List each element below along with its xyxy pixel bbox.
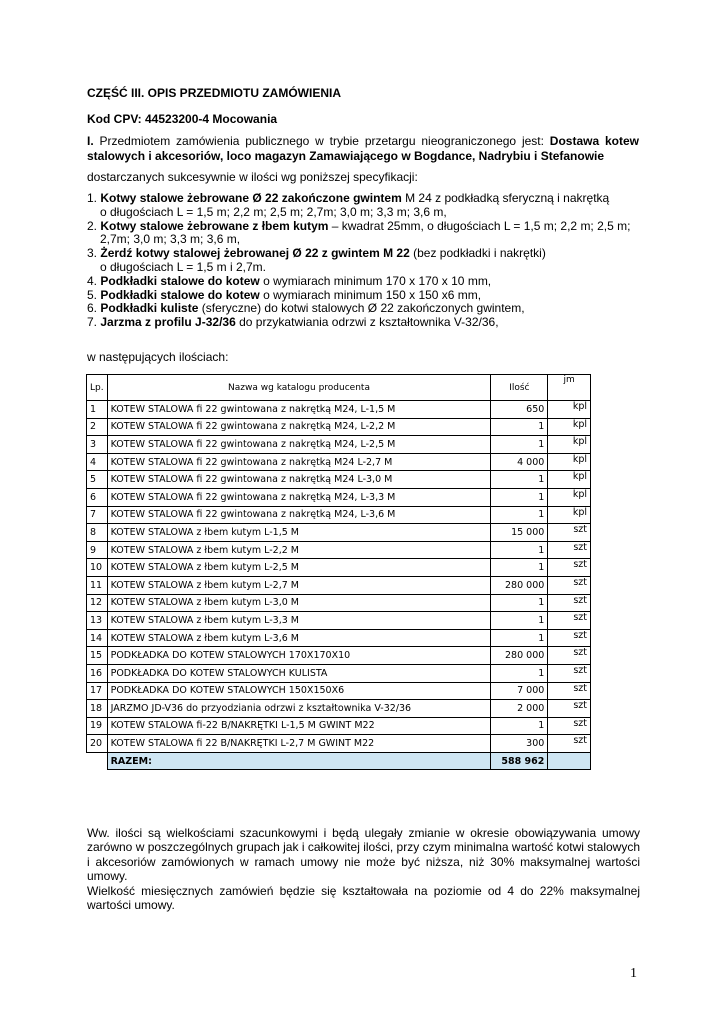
row-name: PODKŁADKA DO KOTEW STALOWYCH 150X150X6 <box>107 682 491 700</box>
row-qty: 15 000 <box>491 524 548 542</box>
row-qty: 1 <box>491 717 548 735</box>
row-lp: 20 <box>87 735 108 753</box>
row-jm: kpl <box>548 488 591 506</box>
row-lp: 10 <box>87 559 108 577</box>
spec-item-number: 7. <box>87 315 98 330</box>
spec-item-text: – kwadrat 25mm, o długościach L = 1,5 m; 2,2 m; 2,5 m; <box>328 218 631 233</box>
page-number: 1 <box>630 966 637 981</box>
row-qty: 1 <box>491 629 548 647</box>
row-name: KOTEW STALOWA z łbem kutym L-2,2 M <box>107 541 491 559</box>
table-row <box>87 453 591 471</box>
row-jm: szt <box>548 576 591 594</box>
row-lp: 6 <box>87 488 108 506</box>
row-jm: szt <box>548 735 591 753</box>
spec-item-number: 5. <box>87 287 98 302</box>
row-jm: kpl <box>548 418 591 436</box>
spec-item-text: o wymiarach minimum 150 x 150 x6 mm, <box>259 287 482 302</box>
table-row <box>87 664 591 682</box>
quantities-intro: w następujących ilościach: <box>87 350 229 364</box>
spec-item-text: do przykatwiania odrzwi z kształtownika V-32/36, <box>235 315 499 330</box>
header-name: Nazwa wg katalogu producenta <box>107 375 491 401</box>
table-row <box>87 506 591 524</box>
spec-item-number: 2. <box>87 218 98 233</box>
row-qty: 1 <box>491 436 548 454</box>
spec-item-text: (sferyczne) do kotwi stalowych Ø 22 zakończonych gwintem, <box>198 301 525 316</box>
row-jm: szt <box>548 541 591 559</box>
specification-list <box>87 192 640 330</box>
spec-item-bold: Żerdź kotwy stalowej żebrowanej Ø 22 z gwintem M 22 <box>100 246 410 261</box>
row-name: PODKŁADKA DO KOTEW STALOWYCH 170X170X10 <box>107 647 491 665</box>
table-header-row <box>87 375 591 401</box>
row-name: PODKŁADKA DO KOTEW STALOWYCH KULISTA <box>107 664 491 682</box>
row-lp: 19 <box>87 717 108 735</box>
spec-item <box>87 302 640 316</box>
delivered-line: dostarczanych sukcesywnie w ilości wg poniższej specyfikacji: <box>87 170 418 184</box>
row-name: KOTEW STALOWA fi 22 gwintowana z nakrętką M24, L-3,6 M <box>107 506 491 524</box>
row-qty: 650 <box>491 401 548 419</box>
row-qty: 300 <box>491 735 548 753</box>
table-row <box>87 682 591 700</box>
row-lp: 1 <box>87 401 108 419</box>
table-row <box>87 436 591 454</box>
row-lp: 5 <box>87 471 108 489</box>
row-qty: 4 000 <box>491 453 548 471</box>
row-name: KOTEW STALOWA fi 22 gwintowana z nakrętką M24, L-2,5 M <box>107 436 491 454</box>
intro-paragraph <box>87 134 639 163</box>
table-row <box>87 418 591 436</box>
table-row <box>87 735 591 753</box>
spec-item <box>87 220 640 234</box>
row-name: KOTEW STALOWA fi 22 B/NAKRĘTKI L-2,7 M GWINT M22 <box>107 735 491 753</box>
row-jm: szt <box>548 524 591 542</box>
spec-item-continuation: 2,7m; 3,0 m; 3,3 m; 3,6 m, <box>100 232 241 247</box>
spec-item <box>87 192 640 206</box>
spec-item-bold: Jarzma z profilu J-32/36 <box>100 315 236 330</box>
row-name: KOTEW STALOWA z łbem kutym L-2,7 M <box>107 576 491 594</box>
row-jm: szt <box>548 700 591 718</box>
table-row <box>87 629 591 647</box>
row-qty: 1 <box>491 664 548 682</box>
intro-bold: Dostawa kotew stalowych i akcesoriów, loco magazyn Zamawiającego w Bogdance, Nadrybiu i Stefanowie <box>87 134 639 163</box>
total-blank-cell <box>87 752 108 770</box>
row-name: KOTEW STALOWA z łbem kutym L-1,5 M <box>107 524 491 542</box>
row-lp: 8 <box>87 524 108 542</box>
row-qty: 7 000 <box>491 682 548 700</box>
row-lp: 17 <box>87 682 108 700</box>
row-qty: 280 000 <box>491 576 548 594</box>
footer-paragraph-1: Ww. ilości są wielkościami szacunkowymi i będą ulegały zmianie w okresie obowiązywania umowy zarówno w poszczególnych grupach jak i całkowitej ilości, przy czym minimalna wartość kotwi stalowych i akcesoriów zamówionych w ramach umowy nie może być niższa, niż 30% maksymalnej wartości umowy. <box>87 826 640 883</box>
row-name: KOTEW STALOWA z łbem kutym L-2,5 M <box>107 559 491 577</box>
row-name: JARZMO JD-V36 do przyodziania odrzwi z kształtownika V-32/36 <box>107 700 491 718</box>
row-lp: 14 <box>87 629 108 647</box>
row-name: KOTEW STALOWA z łbem kutym L-3,3 M <box>107 612 491 630</box>
table-row <box>87 524 591 542</box>
table-row <box>87 488 591 506</box>
row-qty: 2 000 <box>491 700 548 718</box>
row-jm: szt <box>548 629 591 647</box>
row-lp: 15 <box>87 647 108 665</box>
row-jm: szt <box>548 612 591 630</box>
row-name: KOTEW STALOWA fi 22 gwintowana z nakrętką M24 L-3,0 M <box>107 471 491 489</box>
row-jm: szt <box>548 594 591 612</box>
row-qty: 1 <box>491 559 548 577</box>
spec-item <box>87 289 640 303</box>
row-name: KOTEW STALOWA z łbem kutym L-3,0 M <box>107 594 491 612</box>
row-lp: 13 <box>87 612 108 630</box>
row-lp: 7 <box>87 506 108 524</box>
row-name: KOTEW STALOWA z łbem kutym L-3,6 M <box>107 629 491 647</box>
intro-text: Przedmiotem zamówienia publicznego w trybie przetargu nieograniczonego jest: <box>93 134 550 148</box>
row-jm: kpl <box>548 401 591 419</box>
row-qty: 1 <box>491 471 548 489</box>
footer-paragraph-2: Wielkość miesięcznych zamówień będzie się kształtowała na poziomie od 4 do 22% maksymalnej wartości umowy. <box>87 884 640 913</box>
total-jm-cell <box>548 752 591 770</box>
table-row <box>87 594 591 612</box>
table-row <box>87 401 591 419</box>
table-row <box>87 647 591 665</box>
row-lp: 9 <box>87 541 108 559</box>
section-title: CZĘŚĆ III. OPIS PRZEDMIOTU ZAMÓWIENIA <box>87 86 342 100</box>
row-jm: kpl <box>548 471 591 489</box>
table-row <box>87 700 591 718</box>
spec-item-text: o wymiarach minimum 170 x 170 x 10 mm, <box>259 273 492 288</box>
total-value: 588 962 <box>491 752 548 770</box>
row-lp: 2 <box>87 418 108 436</box>
spec-item <box>87 247 640 261</box>
row-qty: 1 <box>491 506 548 524</box>
row-name: KOTEW STALOWA fi 22 gwintowana z nakrętką M24 L-2,7 M <box>107 453 491 471</box>
table-row <box>87 471 591 489</box>
table-row <box>87 612 591 630</box>
table-row <box>87 576 591 594</box>
row-jm: szt <box>548 559 591 577</box>
row-jm: szt <box>548 647 591 665</box>
header-jm: jm <box>548 375 591 401</box>
row-qty: 1 <box>491 612 548 630</box>
spec-item-continuation: o długościach L = 1,5 m; 2,2 m; 2,5 m; 2,7m; 3,0 m; 3,3 m; 3,6 m, <box>100 204 447 219</box>
row-name: KOTEW STALOWA fi-22 B/NAKRĘTKI L-1,5 M GWINT M22 <box>107 717 491 735</box>
row-lp: 4 <box>87 453 108 471</box>
spec-item-bold: Podkładki stalowe do kotew <box>100 273 260 288</box>
row-jm: szt <box>548 664 591 682</box>
row-jm: kpl <box>548 506 591 524</box>
spec-item-bold: Podkładki stalowe do kotew <box>100 287 260 302</box>
spec-item-bold: Kotwy stalowe żebrowane z łbem kutym <box>100 218 329 233</box>
row-name: KOTEW STALOWA fi 22 gwintowana z nakrętką M24, L-1,5 M <box>107 401 491 419</box>
spec-item-text: (bez podkładki i nakrętki) <box>409 246 546 261</box>
header-qty: Ilość <box>491 375 548 401</box>
table-row <box>87 717 591 735</box>
items-table <box>86 374 591 770</box>
table-row <box>87 541 591 559</box>
row-jm: szt <box>548 682 591 700</box>
row-qty: 1 <box>491 594 548 612</box>
spec-item-number: 6. <box>87 301 98 316</box>
spec-item-number: 3. <box>87 246 98 261</box>
intro-prefix: I. <box>87 134 94 148</box>
row-name: KOTEW STALOWA fi 22 gwintowana z nakrętką M24, L-3,3 M <box>107 488 491 506</box>
row-lp: 18 <box>87 700 108 718</box>
row-lp: 12 <box>87 594 108 612</box>
spec-item <box>87 275 640 289</box>
row-lp: 16 <box>87 664 108 682</box>
row-qty: 1 <box>491 541 548 559</box>
row-lp: 11 <box>87 576 108 594</box>
row-jm: kpl <box>548 453 591 471</box>
spec-item-continuation: o długościach L = 1,5 m i 2,7m. <box>100 259 266 274</box>
spec-item-number: 4. <box>87 273 98 288</box>
row-jm: szt <box>548 717 591 735</box>
spec-item-bold: Kotwy stalowe żebrowane Ø 22 zakończone gwintem <box>100 191 402 205</box>
row-name: KOTEW STALOWA fi 22 gwintowana z nakrętką M24, L-2,2 M <box>107 418 491 436</box>
header-lp: Lp. <box>87 375 108 401</box>
cpv-code: Kod CPV: 44523200-4 Mocowania <box>87 112 278 126</box>
table-row <box>87 559 591 577</box>
row-qty: 280 000 <box>491 647 548 665</box>
spec-item-text: M 24 z podkładką sferyczną i nakrętką <box>401 191 610 205</box>
total-label: RAZEM: <box>107 752 491 770</box>
row-qty: 1 <box>491 488 548 506</box>
spec-item-number: 1. <box>87 191 98 205</box>
row-qty: 1 <box>491 418 548 436</box>
spec-item <box>87 316 640 330</box>
total-row <box>87 752 591 770</box>
row-lp: 3 <box>87 436 108 454</box>
row-jm: kpl <box>548 436 591 454</box>
spec-item-bold: Podkładki kuliste <box>100 301 199 316</box>
